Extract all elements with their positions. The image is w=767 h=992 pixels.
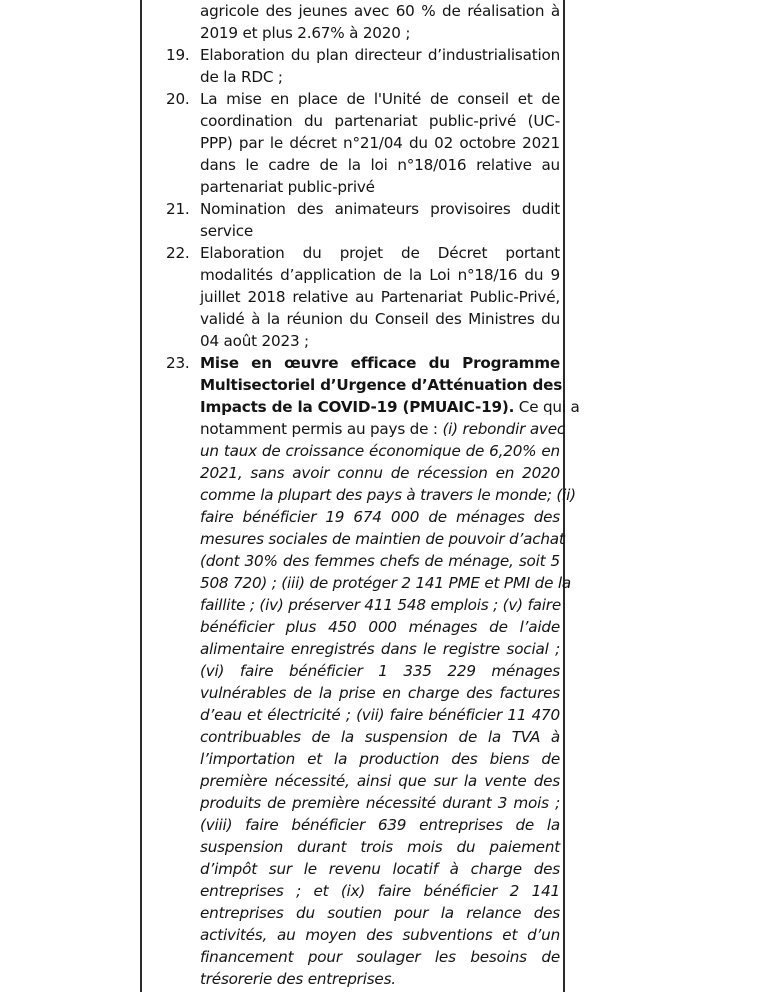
text-line bbox=[166, 924, 560, 946]
text-line bbox=[166, 374, 563, 396]
text-run: 04 août 2023 ; bbox=[200, 332, 309, 350]
text-run: Impacts de la COVID-19 (PMUAIC-19). bbox=[200, 398, 515, 416]
text-run: contribuables de la suspension de la TVA à bbox=[200, 728, 560, 746]
text-run: alimentaire enregistrés dans le registre social ; bbox=[200, 640, 560, 658]
text-run: 2021, sans avoir connu de récession en 2020 bbox=[200, 464, 560, 482]
list-number: 22. bbox=[166, 244, 190, 262]
text-run: bénéficier plus 450 000 ménages de l’aide bbox=[200, 618, 560, 636]
text-run: (viii) faire bénéficier 639 entreprises de la bbox=[200, 816, 560, 834]
text-line bbox=[166, 792, 560, 814]
text-run: dans le cadre de la loi n°18/016 relative au bbox=[200, 156, 560, 174]
text-line bbox=[166, 704, 560, 726]
text-line bbox=[166, 946, 560, 968]
text-line bbox=[166, 550, 560, 572]
text-run: 508 720) ; (iii) de protéger 2 141 PME et PMI de la bbox=[200, 574, 572, 592]
text-run: un taux de croissance économique de 6,20% en bbox=[200, 442, 560, 460]
text-run: de la RDC ; bbox=[200, 68, 283, 86]
text-line bbox=[166, 682, 560, 704]
text-line bbox=[166, 484, 576, 506]
text-line bbox=[166, 308, 560, 330]
text-line bbox=[166, 440, 560, 462]
text-run: faillite ; (iv) préserver 411 548 emplois ; (v) faire bbox=[200, 596, 561, 614]
text-run: notamment permis au pays de : bbox=[200, 420, 443, 438]
table-border-left bbox=[140, 0, 142, 992]
text-line bbox=[166, 528, 565, 550]
text-line bbox=[166, 616, 560, 638]
text-line bbox=[166, 286, 560, 308]
text-run: Multisectoriel d’Urgence d’Atténuation des bbox=[200, 376, 563, 394]
text-run: Ce qui a bbox=[514, 398, 580, 416]
text-line bbox=[166, 726, 560, 748]
text-run: vulnérables de la prise en charge des factures bbox=[200, 684, 560, 702]
text-line bbox=[166, 198, 560, 220]
text-line bbox=[166, 836, 560, 858]
text-run: coordination du partenariat public-privé (UC- bbox=[200, 112, 560, 130]
text-line bbox=[166, 968, 560, 990]
list-item bbox=[166, 44, 560, 88]
text-line bbox=[166, 352, 560, 374]
text-line bbox=[166, 220, 560, 242]
text-run: Mise en œuvre efficace du Programme bbox=[200, 354, 560, 372]
text-run: Elaboration du plan directeur d’industrialisation bbox=[200, 46, 560, 64]
text-line bbox=[166, 660, 560, 682]
text-line bbox=[166, 22, 560, 44]
text-line bbox=[166, 462, 560, 484]
text-run: service bbox=[200, 222, 254, 240]
text-run: faire bénéficier 19 674 000 de ménages des bbox=[200, 508, 560, 526]
text-run: produits de première nécessité durant 3 mois ; bbox=[200, 794, 560, 812]
text-run: juillet 2018 relative au Partenariat Public-Privé, bbox=[200, 288, 560, 306]
text-line bbox=[166, 594, 560, 616]
text-line bbox=[166, 396, 580, 418]
text-line bbox=[166, 748, 560, 770]
text-line bbox=[166, 638, 560, 660]
text-line bbox=[166, 330, 560, 352]
text-run: entreprises du soutien pour la relance des bbox=[200, 904, 560, 922]
text-line bbox=[166, 770, 560, 792]
text-run: Nomination des animateurs provisoires dudit bbox=[200, 200, 560, 218]
list-number: 23. bbox=[166, 354, 190, 372]
text-run: d’impôt sur le revenu locatif à charge des bbox=[200, 860, 560, 878]
text-line bbox=[166, 132, 560, 154]
text-run: validé à la réunion du Conseil des Ministres du bbox=[200, 310, 560, 328]
text-run: (vi) faire bénéficier 1 335 229 ménages bbox=[200, 662, 560, 680]
text-run: entreprises ; et (ix) faire bénéficier 2 141 bbox=[200, 882, 560, 900]
text-run: l’importation et la production des biens de bbox=[200, 750, 560, 768]
text-line bbox=[166, 506, 560, 528]
text-run: financement pour soulager les besoins de bbox=[200, 948, 560, 966]
text-line bbox=[166, 902, 560, 924]
text-line bbox=[166, 572, 572, 594]
text-line bbox=[166, 66, 560, 88]
list-number: 21. bbox=[166, 200, 190, 218]
text-line bbox=[166, 418, 566, 440]
list-item bbox=[166, 198, 560, 242]
text-line bbox=[166, 264, 560, 286]
text-run: La mise en place de l'Unité de conseil et de bbox=[200, 90, 560, 108]
text-line bbox=[166, 880, 560, 902]
text-line bbox=[166, 44, 560, 66]
text-run: agricole des jeunes avec 60 % de réalisation à bbox=[200, 2, 560, 20]
text-run: comme la plupart des pays à travers le monde; (ii) bbox=[200, 486, 576, 504]
list-item bbox=[166, 352, 580, 990]
list-number: 19. bbox=[166, 46, 190, 64]
text-run: d’eau et électricité ; (vii) faire bénéficier 11 470 bbox=[200, 706, 560, 724]
text-run: première nécessité, ainsi que sur la vente des bbox=[200, 772, 560, 790]
text-run: activités, au moyen des subventions et d’un bbox=[200, 926, 560, 944]
text-run: trésorerie des entreprises. bbox=[200, 970, 396, 988]
list-number: 20. bbox=[166, 90, 190, 108]
text-line bbox=[166, 88, 560, 110]
text-run: 2019 et plus 2.67% à 2020 ; bbox=[200, 24, 411, 42]
text-line bbox=[166, 814, 560, 836]
list-item bbox=[166, 88, 560, 198]
text-line bbox=[166, 0, 560, 22]
text-line bbox=[166, 154, 560, 176]
text-run: (i) rebondir avec bbox=[442, 420, 566, 438]
text-line bbox=[166, 110, 560, 132]
text-run: partenariat public-privé bbox=[200, 178, 375, 196]
text-line bbox=[166, 242, 560, 264]
text-run: Elaboration du projet de Décret portant bbox=[200, 244, 560, 262]
text-run: suspension durant trois mois du paiement bbox=[200, 838, 560, 856]
text-run: mesures sociales de maintien de pouvoir d’achat bbox=[200, 530, 565, 548]
text-run: (dont 30% des femmes chefs de ménage, soit 5 bbox=[200, 552, 560, 570]
list-item bbox=[166, 242, 560, 352]
text-line bbox=[166, 176, 560, 198]
text-line bbox=[166, 858, 560, 880]
text-run: modalités d’application de la Loi n°18/16 du 9 bbox=[200, 266, 560, 284]
text-run: PPP) par le décret n°21/04 du 02 octobre 2021 bbox=[200, 134, 560, 152]
document-text-column bbox=[166, 0, 580, 990]
list-item bbox=[166, 0, 560, 44]
